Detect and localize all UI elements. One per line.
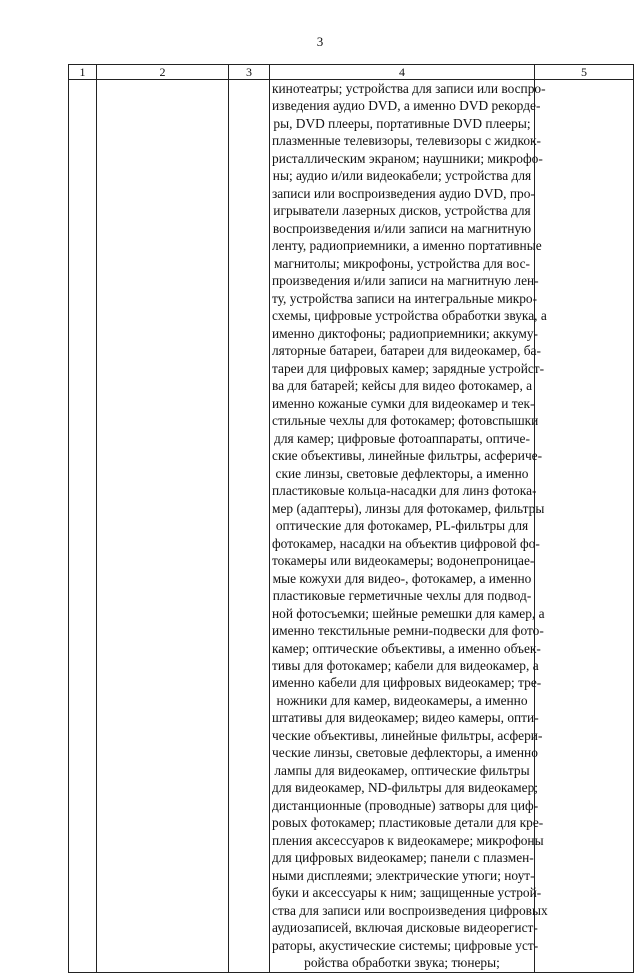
cell-col-4 (270, 80, 548, 973)
text-line: именно кабели для цифровых видеокамер; тре- (272, 675, 542, 691)
text-line: магнитолы; микрофоны, устройства для вос- (274, 255, 530, 271)
text-line: ские линзы, световые дефлекторы, а именно (275, 465, 529, 481)
text-line: ристаллическим экраном; наушники; микрофо- (272, 150, 543, 166)
text-line: ны; аудио и/или видеокабели; устройства для (272, 168, 532, 184)
text-line: дистанционные (проводные) затворы для циф- (272, 797, 539, 813)
text-line: токамеры или видеокамеры; водонепроницае- (272, 553, 535, 569)
text-line: фотокамер, насадки на объектив цифровой фо- (272, 535, 540, 551)
text-line: буки и аксессуары к ним; защищенные устрой- (272, 885, 542, 901)
text-line: произведения и/или записи на магнитную лен- (272, 273, 539, 289)
text-line: записи или воспроизведения аудио DVD, про- (272, 185, 535, 201)
text-line: пления аксессуаров к видеокамере; микрофоны (272, 832, 544, 848)
text-line: мер (адаптеры), линзы для фотокамер, фильтры (272, 500, 545, 516)
text-line: ными дисплеями; электрические утюги; ноут- (272, 867, 535, 883)
text-line: пластиковые кольца-насадки для линз фотока- (272, 483, 537, 499)
text-line: ва для батарей; кейсы для видео фотокамер, а (272, 378, 533, 394)
text-line: ские объективы, линейные фильтры, асфериче- (272, 448, 543, 464)
table-row (69, 80, 634, 973)
text-line: игрыватели лазерных дисков, устройства для (273, 203, 531, 219)
text-line: стильные чехлы для фотокамер; фотовспышки (272, 413, 539, 429)
cell-col-2 (97, 80, 229, 973)
text-line: ческие объективы, линейные фильтры, асфери- (272, 727, 543, 743)
cell-col-1 (69, 80, 97, 973)
column-header-2: 2 (97, 65, 229, 80)
text-line: именно текстильные ремни-подвески для фото- (272, 623, 544, 639)
text-line: аудиозаписей, включая дисковые видеорегист- (272, 920, 538, 936)
text-line: именно диктофоны; радиоприемники; аккуму- (272, 325, 538, 341)
text-line: для видеокамер, ND-фильтры для видеокамер; (272, 780, 538, 796)
goods-list-text (270, 80, 548, 972)
text-line: ства для записи или воспроизведения цифровых (272, 902, 548, 918)
cell-col-3 (229, 80, 270, 973)
text-line: ленту, радиоприемники, а именно портативные (272, 238, 542, 254)
text-line: ройства обработки звука; тюнеры; (304, 955, 500, 971)
column-header-5: 5 (535, 65, 634, 80)
cell-col-5 (535, 80, 634, 973)
text-line: ровых фотокамер; пластиковые детали для кре- (272, 815, 544, 831)
text-line: лампы для видеокамер, оптические фильтры (274, 762, 530, 778)
text-line: тивы для фотокамер; кабели для видеокамер, а (272, 657, 539, 673)
text-line: мые кожухи для видео-, фотокамер, а именно (272, 570, 532, 586)
text-line: штативы для видеокамер; видео камеры, опти- (272, 710, 539, 726)
text-line: камер; оптические объективы, а именно объек- (272, 640, 541, 656)
table-header-row (69, 65, 634, 80)
text-line: оптические для фотокамер, PL-фильтры для (275, 518, 529, 534)
text-line: воспроизведения и/или записи на магнитную (272, 220, 532, 236)
text-line: для цифровых видеокамер; панели с плазмен- (272, 850, 534, 866)
text-line: ческие линзы, световые дефлекторы, а именно (272, 745, 538, 761)
text-line: кинотеатры; устройства для записи или воспро- (272, 81, 546, 96)
text-line: для камер; цифровые фотоаппараты, оптиче- (274, 430, 530, 446)
column-header-1: 1 (69, 65, 97, 80)
text-line: ножники для камер, видеокамеры, а именно (276, 692, 528, 708)
document-table (68, 64, 634, 973)
text-line: ляторные батареи, батареи для видеокамер, ба- (272, 343, 541, 359)
text-line: ры, DVD плееры, портативные DVD плееры; (273, 115, 531, 131)
text-line: именно кожаные сумки для видеокамер и тек- (272, 395, 535, 411)
text-line: ной фотосъемки; шейные ремешки для камер, а (272, 605, 545, 621)
text-line: схемы, цифровые устройства обработки звука, а (272, 308, 547, 324)
text-line: ту, устройства записи на интегральные микро- (272, 290, 538, 306)
page-number: 3 (316, 34, 324, 49)
column-header-4: 4 (270, 65, 535, 80)
text-line: тареи для цифровых камер; зарядные устройст- (272, 360, 545, 376)
text-line: плазменные телевизоры, телевизоры с жидкок- (272, 133, 541, 149)
text-line: раторы, акустические системы; цифровые уст- (272, 937, 539, 953)
text-line: изведения аудио DVD, а именно DVD рекорде- (272, 98, 541, 114)
column-header-3: 3 (229, 65, 270, 80)
text-line: пластиковые герметичные чехлы для подвод- (272, 588, 532, 604)
